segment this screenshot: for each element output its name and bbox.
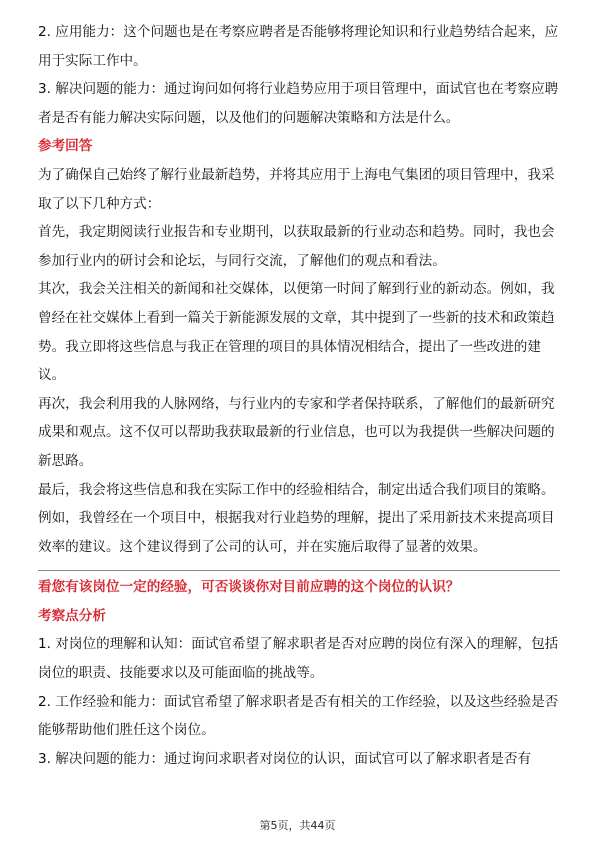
answer-paragraph: 再次，我会利用我的人脉网络，与行业内的专家和学者保持联系，了解他们的最新研究成果和观点。这不仅可以帮助我获取最新的行业信息，也可以为我提供一些解决问题的新思路。 (38, 395, 555, 469)
list-item: 1. 对岗位的理解和认知：面试官希望了解求职者是否对应聘的岗位有深入的理解，包括岗位的职责、技能要求以及可能面临的挑战等。 (38, 636, 559, 682)
list-item: 3. 解决问题的能力：通过询问如何将行业趋势应用于项目管理中，面试官也在考察应聘者是否有能力解决实际问题，以及他们的问题解决策略和方法是什么。 (38, 81, 559, 126)
answer-paragraph: 首先，我定期阅读行业报告和专业期刊，以获取最新的行业动态和趋势。同时，我也会参加行业内的研讨会和论坛，与同行交流，了解他们的观点和看法。 (38, 224, 555, 269)
answer-heading: 参考回答 (38, 138, 93, 155)
answer-paragraph: 其次，我会关注相关的新闻和社交媒体，以便第一时间了解到行业的新动态。例如，我曾经在社交媒体上看到一篇关于新能源发展的文章，其中提到了一些新的技术和政策趋势。我立即将这些信息与我正在管理的项目的具体情况相结合，提出了一些改进的建议。 (38, 281, 555, 384)
answer-paragraph: 为了确保自己始终了解行业最新趋势，并将其应用于上海电气集团的项目管理中，我采取了以下几种方式： (38, 166, 555, 212)
analysis-heading: 考察点分析 (38, 607, 106, 624)
answer-paragraph: 最后，我会将这些信息和我在实际工作中的经验相结合，制定出适合我们项目的策略。例如，我曾经在一个项目中，根据我对行业趋势的理解，提出了采用新技术来提高项目效率的建议。这个建议得到了公司的认可，并在实施后取得了显著的效果。 (38, 481, 555, 555)
page-number: 第5页，共44页 (259, 819, 336, 832)
list-item: 3. 解决问题的能力：通过询问求职者对岗位的认识，面试官可以了解求职者是否有 (38, 750, 532, 767)
section-divider (38, 570, 560, 571)
list-item: 2. 工作经验和能力：面试官希望了解求职者是否有相关的工作经验，以及这些经验是否能够帮助他们胜任这个岗位。 (38, 693, 559, 739)
question-title: 看您有该岗位一定的经验，可否谈谈你对目前应聘的这个岗位的认识？ (38, 579, 460, 596)
document-page (38, 18, 560, 773)
list-item: 2. 应用能力：这个问题也是在考察应聘者是否能够将理论知识和行业趋势结合起来，应用于实际工作中。 (38, 24, 559, 69)
